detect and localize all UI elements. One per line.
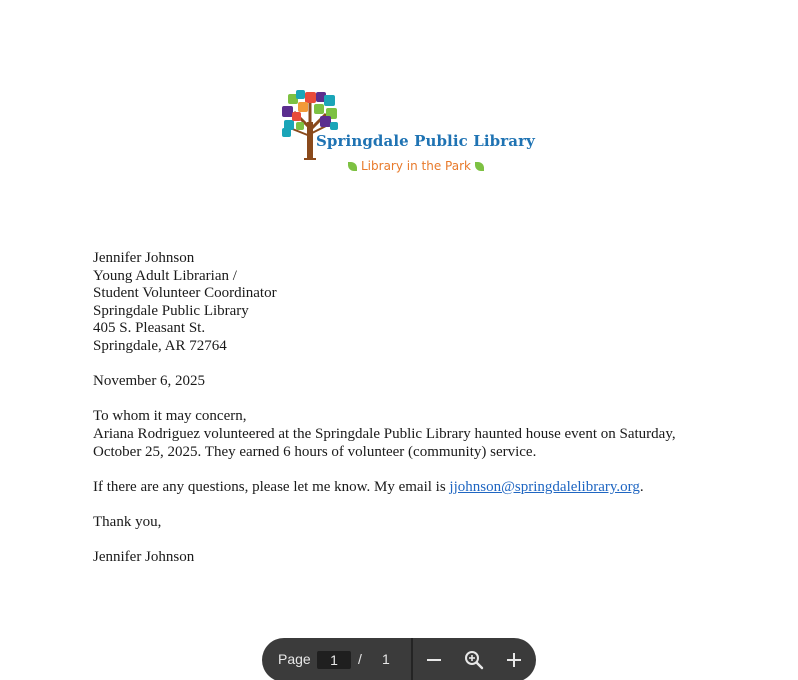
toolbar-divider (411, 638, 413, 680)
letter-date: November 6, 2025 (93, 373, 206, 390)
page-label: Page (278, 651, 311, 667)
salutation: To whom it may concern, (93, 408, 247, 425)
leaf-icon (475, 162, 484, 171)
page-number-input[interactable] (317, 651, 351, 669)
sender-street: 405 S. Pleasant St. (93, 320, 206, 337)
pdf-toolbar (262, 638, 536, 680)
body-line: Ariana Rodriguez volunteered at the Springdale Public Library haunted house event on Saturday, (93, 425, 676, 442)
page-separator: / (358, 651, 362, 667)
sender-city: Springdale, AR 72764 (93, 337, 227, 354)
plus-icon (502, 648, 526, 672)
letter-body (93, 250, 733, 567)
signature: Jennifer Johnson (93, 549, 195, 566)
sender-title: Young Adult Librarian / (93, 267, 237, 284)
body-line: October 25, 2025. They earned 6 hours of volunteer (community) service. (93, 443, 537, 460)
zoom-fit-button[interactable] (462, 648, 486, 672)
logo-title: Springdale Public Library (316, 132, 535, 150)
email-link[interactable]: jjohnson@springdalelibrary.org (449, 478, 640, 495)
questions-line (93, 479, 733, 497)
logo-subtitle: Library in the Park (361, 159, 471, 173)
questions-text: If there are any questions, please let me know. My email is (93, 478, 450, 495)
minus-icon (422, 648, 446, 672)
zoom-magnifier-icon (462, 648, 486, 672)
zoom-out-button[interactable] (422, 648, 446, 672)
sender-organization: Springdale Public Library (93, 302, 249, 319)
zoom-in-button[interactable] (502, 648, 526, 672)
sender-name: Jennifer Johnson (93, 250, 195, 266)
closing: Thank you, (93, 513, 162, 530)
library-logo (280, 88, 535, 174)
total-pages: 1 (382, 651, 390, 667)
logo-subtitle-row (348, 157, 484, 171)
leaf-icon (348, 162, 357, 171)
sender-role: Student Volunteer Coordinator (93, 285, 277, 302)
tree-logo-icon (280, 88, 350, 164)
questions-period: . (639, 478, 644, 495)
